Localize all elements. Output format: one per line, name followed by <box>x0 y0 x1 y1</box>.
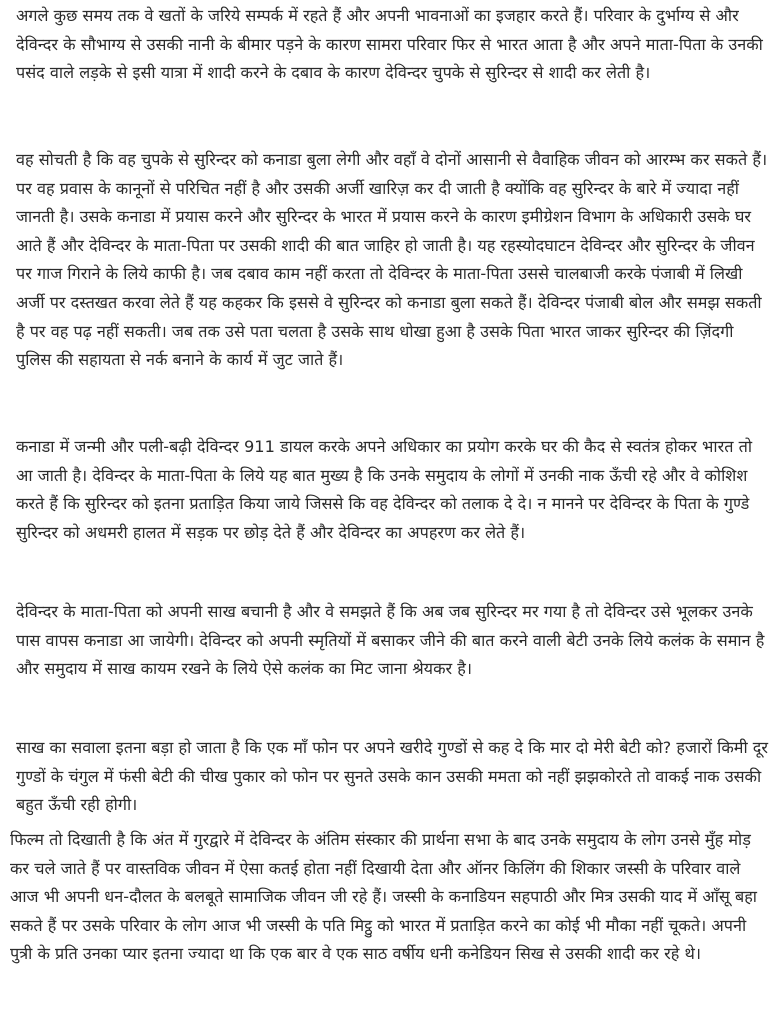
paragraph-escape-to-india: कनाडा में जन्मी और पली-बढ़ी देविन्दर 911 डायल करके अपने अधिकार का प्रयोग करके घर की कैद से स्वतंत्र होकर भारत तो आ जाती है। देविन्दर के माता-पिता के लिये यह बात मुख्य है कि उनके समुदाय के लोगों में उनकी नाक ऊँची रहे और वे कोशिश करते हैं कि सुरिन्दर को इतना प्रताड़ित किया जाये जिससे कि वह देविन्दर को तलाक दे दे। न मानने पर देविन्दर के पिता के गुण्डे सुरिन्दर को अधमरी हालत में सड़क पर छोड़ देते हैं और देविन्दर का अपहरण कर लेते हैं। <box>16 437 753 542</box>
paragraph-film-ending-jassi: फिल्म तो दिखाती है कि अंत में गुरद्वारे में देविन्दर के अंतिम संस्कार की प्रार्थना सभा के बाद उनके समुदाय के लोग उनसे मुँह मोड़ कर चले जाते हैं पर वास्तविक जीवन में ऐसा कतई होता नहीं दिखायी देता और ऑनर किलिंग की शिकार जस्सी के परिवार वाले आज भी अपनी धन-दौलत के बलबूते सामाजिक जीवन जी रहे हैं। जस्सी के कनाडियन सहपाठी और मित्र उसकी याद में आँसू बहा सकते हैं पर उसके परिवार के लोग आज भी जस्सी के पति मिट्ठु को भारत में प्रताड़ित करने का कोई भी मौका नहीं चूकते। अपनी पुत्री के प्रति उनका प्यार इतना ज्यादा था कि एक बार वे एक साठ वर्षीय धनी कनेडियन सिख से उसकी शादी कर रहे थे। <box>10 830 757 964</box>
paragraph-family-honour: देविन्दर के माता-पिता को अपनी साख बचानी है और वे समझते हैं कि अब जब सुरिन्दर मर गया है तो देविन्दर उसे भूलकर उनके पास वापस कनाडा आ जायेगी। देविन्दर को अपनी स्मृतियों में बसाकर जीने की बात करने वाली बेटी उनके लिये कलंक के समान है और समुदाय में साख कायम रखने के लिये ऐसे कलंक का मिट जाना श्रेयकर है। <box>16 602 765 679</box>
paragraph-mother-phone-call: साख का सवाला इतना बड़ा हो जाता है कि एक माँ फोन पर अपने खरीदे गुण्डों से कह दे कि मार दो मेरी बेटी को? हजारों किमी दूर गुण्डों के चंगुल में फंसी बेटी की चीख पुकार को फोन पर सुनते उसके कान उसकी ममता को नहीं झझकोरते तो वाकई नाक उसकी बहुत ऊँची रही होगी। <box>16 738 768 815</box>
paragraph-letters-and-marriage: अगले कुछ समय तक वे खतों के जरिये सम्पर्क में रहते हैं और अपनी भावनाओं का इजहार करते हैं। परिवार के दुर्भाग्य से और देविन्दर के सौभाग्य से उसकी नानी के बीमार पड़ने के कारण सामरा परिवार फिर से भारत आता है और अपने माता-पिता के उनकी पसंद वाले लड़के से इसी यात्रा में शादी करने के दबाव के कारण देविन्दर चुपके से सुरिन्दर से शादी कर लेती है। <box>16 6 763 83</box>
paragraph-immigration-attempt: वह सोचती है कि वह चुपके से सुरिन्दर को कनाडा बुला लेगी और वहाँ वे दोनों आसानी से वैवाहिक जीवन को आरम्भ कर सकते हैं। पर वह प्रवास के कानूनों से परिचित नहीं है और उसकी अर्जी खारिज़ कर दी जाती है क्योंकि वह सुरिन्दर के बारे में ज्यादा नहीं जानती है। उसके कनाडा में प्रयास करने और सुरिन्दर के भारत में प्रयास करने के कारण इमीग्रेशन विभाग के अधिकारी उसके घर आते हैं और देविन्दर के माता-पिता पर उसकी शादी की बात जाहिर हो जाती है। यह रहस्योदघाटन देविन्दर और सुरिन्दर के जीवन पर गाज गिराने के लिये काफी है। जब दबाव काम नहीं करता तो देविन्दर के माता-पिता उससे चालबाजी करके पंजाबी में लिखी अर्जी पर दस्तखत करवा लेते हैं यह कहकर कि इससे वे सुरिन्दर को कनाडा बुला सकते हैं। देविन्दर पंजाबी बोल और समझ सकती है पर वह पढ़ नहीं सकती। जब तक उसे पता चलता है उसके साथ धोखा हुआ है उसके पिता भारत जाकर सुरिन्दर की ज़िंदगी पुलिस की सहायता से नर्क बनाने के कार्य में जुट जाते हैं। <box>16 150 768 370</box>
